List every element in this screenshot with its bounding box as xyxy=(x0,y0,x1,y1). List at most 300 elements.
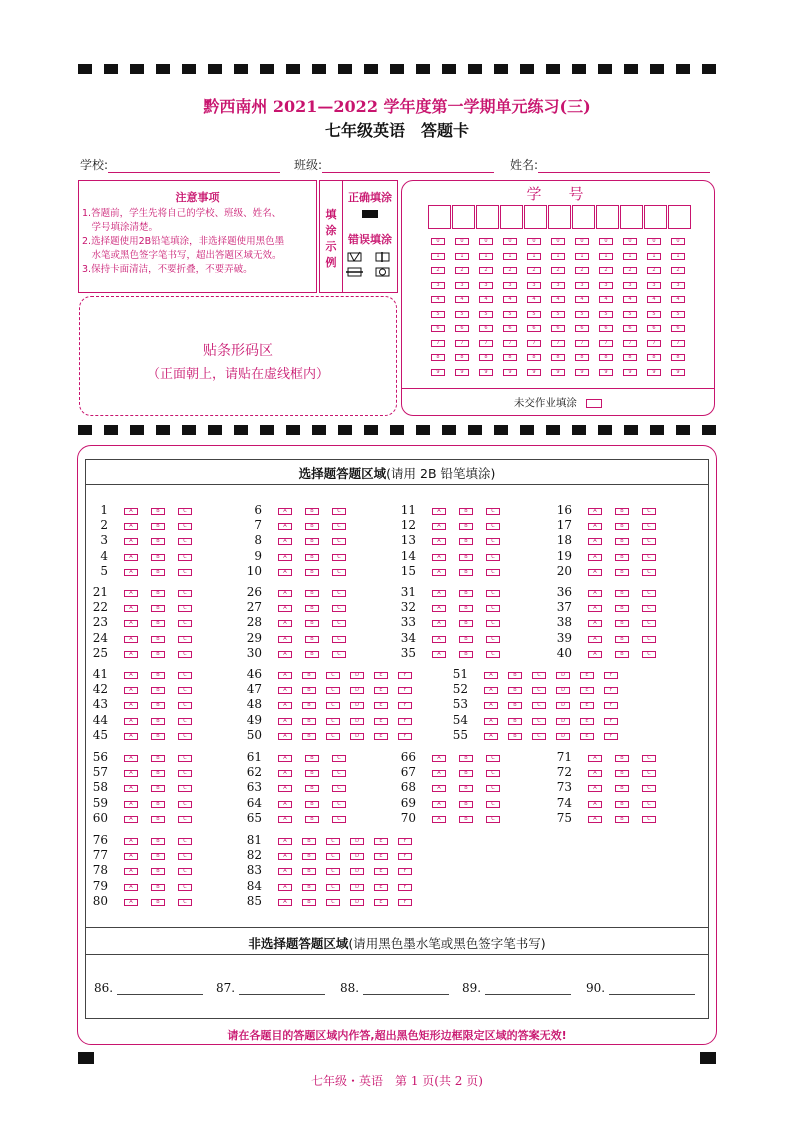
answer-bubble[interactable]: B xyxy=(302,884,316,891)
answer-bubble[interactable]: B xyxy=(459,590,473,597)
answer-bubble[interactable]: B xyxy=(459,770,473,777)
answer-bubble[interactable]: C xyxy=(178,718,192,725)
id-digit-bubble[interactable]: 2 xyxy=(599,267,613,274)
answer-bubble[interactable]: E xyxy=(580,687,594,694)
answer-bubble[interactable]: B xyxy=(459,620,473,627)
answer-bubble[interactable]: A xyxy=(278,687,292,694)
answer-bubble[interactable]: B xyxy=(459,785,473,792)
answer-bubble[interactable]: A xyxy=(124,651,138,658)
id-digit-bubble[interactable]: 2 xyxy=(455,267,469,274)
answer-bubble[interactable]: A xyxy=(124,801,138,808)
id-digit-bubble[interactable]: 3 xyxy=(455,282,469,289)
answer-bubble[interactable]: C xyxy=(178,508,192,515)
answer-bubble[interactable]: B xyxy=(615,785,629,792)
id-digit-bubble[interactable]: 1 xyxy=(527,253,541,260)
id-digit-bubble[interactable]: 6 xyxy=(647,325,661,332)
answer-bubble[interactable]: A xyxy=(278,651,292,658)
answer-bubble[interactable]: A xyxy=(124,853,138,860)
answer-bubble[interactable]: A xyxy=(588,554,602,561)
id-digit-bubble[interactable]: 7 xyxy=(431,340,445,347)
id-digit-bubble[interactable]: 1 xyxy=(479,253,493,260)
answer-bubble[interactable]: A xyxy=(278,636,292,643)
answer-bubble[interactable]: B xyxy=(305,785,319,792)
answer-bubble[interactable]: A xyxy=(278,538,292,545)
answer-bubble[interactable]: A xyxy=(432,770,446,777)
answer-bubble[interactable]: C xyxy=(642,785,656,792)
answer-bubble[interactable]: A xyxy=(278,785,292,792)
id-digit-bubble[interactable]: 5 xyxy=(647,311,661,318)
answer-blank[interactable] xyxy=(117,980,203,995)
answer-bubble[interactable]: A xyxy=(124,523,138,530)
answer-bubble[interactable]: B xyxy=(305,508,319,515)
id-digit-bubble[interactable]: 0 xyxy=(551,238,565,245)
id-digit-bubble[interactable]: 4 xyxy=(431,296,445,303)
answer-bubble[interactable]: F xyxy=(604,718,618,725)
id-digit-bubble[interactable]: 5 xyxy=(575,311,589,318)
answer-bubble[interactable]: C xyxy=(486,508,500,515)
id-digit-bubble[interactable]: 0 xyxy=(431,238,445,245)
answer-bubble[interactable]: A xyxy=(278,605,292,612)
answer-bubble[interactable]: B xyxy=(151,884,165,891)
answer-bubble[interactable]: A xyxy=(484,733,498,740)
answer-bubble[interactable]: D xyxy=(350,884,364,891)
answer-bubble[interactable]: C xyxy=(532,672,546,679)
answer-bubble[interactable]: B xyxy=(151,853,165,860)
id-digit-bubble[interactable]: 4 xyxy=(551,296,565,303)
answer-bubble[interactable]: B xyxy=(151,636,165,643)
answer-bubble[interactable]: C xyxy=(326,884,340,891)
id-digit-box[interactable] xyxy=(428,205,451,229)
id-digit-bubble[interactable]: 4 xyxy=(623,296,637,303)
answer-bubble[interactable]: A xyxy=(124,672,138,679)
answer-bubble[interactable]: A xyxy=(278,801,292,808)
answer-bubble[interactable]: C xyxy=(332,636,346,643)
answer-bubble[interactable]: C xyxy=(326,718,340,725)
answer-bubble[interactable]: C xyxy=(642,569,656,576)
id-digit-bubble[interactable]: 6 xyxy=(575,325,589,332)
id-digit-bubble[interactable]: 3 xyxy=(431,282,445,289)
answer-bubble[interactable]: A xyxy=(124,620,138,627)
answer-bubble[interactable]: A xyxy=(432,636,446,643)
answer-bubble[interactable]: B xyxy=(151,785,165,792)
answer-bubble[interactable]: B xyxy=(305,801,319,808)
id-digit-bubble[interactable]: 4 xyxy=(575,296,589,303)
id-digit-bubble[interactable]: 6 xyxy=(431,325,445,332)
id-digit-bubble[interactable]: 3 xyxy=(623,282,637,289)
answer-bubble[interactable]: A xyxy=(124,636,138,643)
answer-bubble[interactable]: D xyxy=(350,718,364,725)
id-digit-bubble[interactable]: 3 xyxy=(575,282,589,289)
answer-bubble[interactable]: B xyxy=(305,636,319,643)
id-digit-bubble[interactable]: 8 xyxy=(599,354,613,361)
id-digit-bubble[interactable]: 9 xyxy=(431,369,445,376)
answer-bubble[interactable]: F xyxy=(604,687,618,694)
id-digit-bubble[interactable]: 9 xyxy=(671,369,685,376)
unsubmitted-row[interactable] xyxy=(402,395,714,410)
answer-bubble[interactable]: A xyxy=(588,785,602,792)
answer-bubble[interactable]: E xyxy=(580,733,594,740)
answer-bubble[interactable]: A xyxy=(432,801,446,808)
answer-bubble[interactable]: C xyxy=(642,538,656,545)
id-digit-bubble[interactable]: 6 xyxy=(551,325,565,332)
answer-bubble[interactable]: C xyxy=(178,636,192,643)
answer-bubble[interactable]: B xyxy=(459,755,473,762)
answer-bubble[interactable]: C xyxy=(178,770,192,777)
id-digit-bubble[interactable]: 9 xyxy=(455,369,469,376)
answer-bubble[interactable]: A xyxy=(278,816,292,823)
answer-bubble[interactable]: A xyxy=(484,718,498,725)
answer-bubble[interactable]: C xyxy=(486,523,500,530)
answer-bubble[interactable]: F xyxy=(398,702,412,709)
id-digit-bubble[interactable]: 1 xyxy=(647,253,661,260)
answer-bubble[interactable]: C xyxy=(332,755,346,762)
answer-bubble[interactable]: B xyxy=(459,801,473,808)
answer-line-item[interactable] xyxy=(94,980,203,995)
answer-bubble[interactable]: D xyxy=(350,702,364,709)
answer-line-item[interactable] xyxy=(586,980,695,995)
answer-bubble[interactable]: D xyxy=(556,718,570,725)
answer-bubble[interactable]: C xyxy=(642,801,656,808)
id-digit-bubble[interactable]: 5 xyxy=(479,311,493,318)
answer-bubble[interactable]: B xyxy=(305,620,319,627)
unsubmitted-bubble[interactable] xyxy=(586,399,602,408)
answer-bubble[interactable]: C xyxy=(486,636,500,643)
id-digit-bubble[interactable]: 2 xyxy=(647,267,661,274)
answer-bubble[interactable]: A xyxy=(278,702,292,709)
answer-bubble[interactable]: B xyxy=(615,508,629,515)
answer-line-item[interactable] xyxy=(462,980,571,995)
answer-bubble[interactable]: C xyxy=(178,785,192,792)
answer-bubble[interactable]: A xyxy=(278,868,292,875)
answer-bubble[interactable]: B xyxy=(151,702,165,709)
answer-bubble[interactable]: A xyxy=(124,554,138,561)
id-digit-box[interactable] xyxy=(644,205,667,229)
answer-bubble[interactable]: B xyxy=(615,538,629,545)
answer-bubble[interactable]: B xyxy=(508,687,522,694)
id-digit-bubble[interactable]: 2 xyxy=(503,267,517,274)
answer-bubble[interactable]: C xyxy=(332,620,346,627)
id-digit-bubble[interactable]: 9 xyxy=(647,369,661,376)
class-field[interactable] xyxy=(294,156,494,173)
answer-bubble[interactable]: C xyxy=(642,770,656,777)
answer-bubble[interactable]: F xyxy=(604,733,618,740)
answer-bubble[interactable]: D xyxy=(350,733,364,740)
answer-bubble[interactable]: B xyxy=(302,702,316,709)
answer-bubble[interactable]: D xyxy=(556,733,570,740)
answer-bubble[interactable]: C xyxy=(332,590,346,597)
id-digit-bubble[interactable]: 3 xyxy=(671,282,685,289)
answer-bubble[interactable]: C xyxy=(178,554,192,561)
answer-bubble[interactable]: C xyxy=(332,785,346,792)
answer-bubble[interactable]: B xyxy=(151,718,165,725)
answer-bubble[interactable]: D xyxy=(350,687,364,694)
answer-bubble[interactable]: B xyxy=(151,816,165,823)
answer-bubble[interactable]: B xyxy=(459,605,473,612)
answer-bubble[interactable]: E xyxy=(374,853,388,860)
id-digit-bubble[interactable]: 5 xyxy=(671,311,685,318)
answer-bubble[interactable]: B xyxy=(508,702,522,709)
answer-bubble[interactable]: C xyxy=(486,816,500,823)
answer-bubble[interactable]: C xyxy=(642,590,656,597)
id-digit-box[interactable] xyxy=(476,205,499,229)
id-digit-bubble[interactable]: 9 xyxy=(575,369,589,376)
answer-bubble[interactable]: B xyxy=(305,554,319,561)
answer-bubble[interactable]: B xyxy=(151,801,165,808)
answer-bubble[interactable]: C xyxy=(178,702,192,709)
id-digit-bubble[interactable]: 6 xyxy=(479,325,493,332)
answer-bubble[interactable]: B xyxy=(615,636,629,643)
answer-bubble[interactable]: B xyxy=(302,899,316,906)
id-digit-bubble[interactable]: 0 xyxy=(479,238,493,245)
id-digit-box[interactable] xyxy=(596,205,619,229)
answer-bubble[interactable]: B xyxy=(459,636,473,643)
id-digit-bubble[interactable]: 0 xyxy=(527,238,541,245)
answer-bubble[interactable]: E xyxy=(374,718,388,725)
answer-bubble[interactable]: C xyxy=(178,838,192,845)
answer-line-item[interactable] xyxy=(216,980,325,995)
answer-bubble[interactable]: B xyxy=(151,590,165,597)
answer-bubble[interactable]: C xyxy=(178,523,192,530)
answer-bubble[interactable]: C xyxy=(332,605,346,612)
answer-bubble[interactable]: C xyxy=(178,605,192,612)
answer-bubble[interactable]: B xyxy=(508,672,522,679)
id-digit-bubble[interactable]: 7 xyxy=(599,340,613,347)
answer-bubble[interactable]: A xyxy=(588,590,602,597)
answer-bubble[interactable]: A xyxy=(432,538,446,545)
answer-bubble[interactable]: A xyxy=(278,672,292,679)
answer-bubble[interactable]: B xyxy=(151,651,165,658)
answer-bubble[interactable]: A xyxy=(124,770,138,777)
answer-bubble[interactable]: B xyxy=(615,651,629,658)
answer-bubble[interactable]: C xyxy=(486,569,500,576)
answer-bubble[interactable]: A xyxy=(124,868,138,875)
answer-bubble[interactable]: E xyxy=(374,838,388,845)
id-digit-bubble[interactable]: 2 xyxy=(527,267,541,274)
answer-bubble[interactable]: C xyxy=(332,523,346,530)
id-digit-bubble[interactable]: 4 xyxy=(479,296,493,303)
id-digit-bubble[interactable]: 8 xyxy=(623,354,637,361)
answer-bubble[interactable]: B xyxy=(302,868,316,875)
answer-bubble[interactable]: D xyxy=(556,672,570,679)
answer-bubble[interactable]: C xyxy=(326,899,340,906)
id-digit-bubble[interactable]: 9 xyxy=(599,369,613,376)
id-digit-bubble[interactable]: 7 xyxy=(551,340,565,347)
answer-bubble[interactable]: E xyxy=(374,884,388,891)
answer-bubble[interactable]: C xyxy=(486,538,500,545)
answer-bubble[interactable]: B xyxy=(459,523,473,530)
answer-bubble[interactable]: A xyxy=(124,590,138,597)
answer-bubble[interactable]: C xyxy=(332,816,346,823)
answer-bubble[interactable]: B xyxy=(302,672,316,679)
answer-bubble[interactable]: B xyxy=(151,538,165,545)
answer-bubble[interactable]: C xyxy=(178,755,192,762)
answer-bubble[interactable]: A xyxy=(588,538,602,545)
answer-blank[interactable] xyxy=(609,980,695,995)
answer-bubble[interactable]: F xyxy=(604,672,618,679)
id-digit-bubble[interactable]: 5 xyxy=(503,311,517,318)
answer-bubble[interactable]: B xyxy=(615,770,629,777)
answer-bubble[interactable]: C xyxy=(486,590,500,597)
answer-bubble[interactable]: C xyxy=(486,651,500,658)
id-digit-bubble[interactable]: 0 xyxy=(647,238,661,245)
answer-bubble[interactable]: E xyxy=(580,672,594,679)
answer-bubble[interactable]: A xyxy=(124,755,138,762)
answer-bubble[interactable]: A xyxy=(278,569,292,576)
answer-bubble[interactable]: A xyxy=(432,523,446,530)
answer-bubble[interactable]: B xyxy=(459,538,473,545)
answer-bubble[interactable]: E xyxy=(374,868,388,875)
id-digit-bubble[interactable]: 4 xyxy=(503,296,517,303)
answer-bubble[interactable]: A xyxy=(588,605,602,612)
answer-bubble[interactable]: A xyxy=(124,733,138,740)
id-digit-box[interactable] xyxy=(524,205,547,229)
answer-bubble[interactable]: F xyxy=(398,733,412,740)
id-digit-bubble[interactable]: 3 xyxy=(527,282,541,289)
answer-bubble[interactable]: C xyxy=(332,554,346,561)
answer-bubble[interactable]: B xyxy=(615,569,629,576)
answer-bubble[interactable]: B xyxy=(151,508,165,515)
answer-bubble[interactable]: A xyxy=(588,770,602,777)
id-digit-box[interactable] xyxy=(452,205,475,229)
id-digit-bubble[interactable]: 5 xyxy=(431,311,445,318)
answer-bubble[interactable]: A xyxy=(124,816,138,823)
answer-bubble[interactable]: C xyxy=(178,569,192,576)
answer-bubble[interactable]: C xyxy=(326,702,340,709)
id-digit-bubble[interactable]: 1 xyxy=(623,253,637,260)
answer-bubble[interactable]: C xyxy=(642,636,656,643)
id-digit-bubble[interactable]: 7 xyxy=(527,340,541,347)
answer-bubble[interactable]: B xyxy=(615,755,629,762)
id-digit-bubble[interactable]: 3 xyxy=(551,282,565,289)
answer-bubble[interactable]: B xyxy=(302,687,316,694)
answer-bubble[interactable]: C xyxy=(532,687,546,694)
answer-bubble[interactable]: C xyxy=(642,554,656,561)
answer-bubble[interactable]: A xyxy=(432,508,446,515)
id-digit-bubble[interactable]: 7 xyxy=(647,340,661,347)
answer-bubble[interactable]: B xyxy=(305,590,319,597)
answer-bubble[interactable]: B xyxy=(459,569,473,576)
answer-bubble[interactable]: B xyxy=(305,538,319,545)
answer-bubble[interactable]: A xyxy=(432,554,446,561)
answer-bubble[interactable]: F xyxy=(398,718,412,725)
answer-bubble[interactable]: C xyxy=(486,770,500,777)
answer-bubble[interactable]: C xyxy=(178,651,192,658)
answer-bubble[interactable]: C xyxy=(642,755,656,762)
answer-bubble[interactable]: C xyxy=(532,733,546,740)
answer-bubble[interactable]: B xyxy=(151,899,165,906)
id-digit-bubble[interactable]: 0 xyxy=(503,238,517,245)
id-digit-bubble[interactable]: 2 xyxy=(671,267,685,274)
answer-bubble[interactable]: A xyxy=(278,838,292,845)
answer-bubble[interactable]: E xyxy=(374,733,388,740)
answer-bubble[interactable]: A xyxy=(124,538,138,545)
answer-bubble[interactable]: C xyxy=(642,816,656,823)
answer-bubble[interactable]: A xyxy=(124,569,138,576)
answer-bubble[interactable]: B xyxy=(151,733,165,740)
answer-bubble[interactable]: A xyxy=(124,838,138,845)
answer-blank[interactable] xyxy=(485,980,571,995)
answer-bubble[interactable]: D xyxy=(350,672,364,679)
answer-bubble[interactable]: C xyxy=(642,605,656,612)
answer-bubble[interactable]: A xyxy=(124,702,138,709)
answer-bubble[interactable]: A xyxy=(484,687,498,694)
id-digit-bubble[interactable]: 9 xyxy=(479,369,493,376)
id-digit-box[interactable] xyxy=(668,205,691,229)
answer-bubble[interactable]: A xyxy=(278,733,292,740)
answer-bubble[interactable]: B xyxy=(302,853,316,860)
answer-bubble[interactable]: B xyxy=(151,672,165,679)
answer-bubble[interactable]: C xyxy=(332,770,346,777)
id-digit-bubble[interactable]: 7 xyxy=(503,340,517,347)
answer-bubble[interactable]: A xyxy=(484,702,498,709)
name-field[interactable] xyxy=(510,156,710,173)
answer-bubble[interactable]: D xyxy=(556,687,570,694)
id-digit-bubble[interactable]: 2 xyxy=(551,267,565,274)
answer-bubble[interactable]: B xyxy=(305,569,319,576)
id-digit-bubble[interactable]: 3 xyxy=(599,282,613,289)
answer-bubble[interactable]: C xyxy=(642,620,656,627)
answer-line-item[interactable] xyxy=(340,980,449,995)
answer-blank[interactable] xyxy=(239,980,325,995)
id-digit-bubble[interactable]: 9 xyxy=(503,369,517,376)
answer-bubble[interactable]: A xyxy=(588,755,602,762)
answer-bubble[interactable]: A xyxy=(278,853,292,860)
answer-bubble[interactable]: C xyxy=(178,672,192,679)
id-digit-bubble[interactable]: 6 xyxy=(455,325,469,332)
answer-bubble[interactable]: A xyxy=(124,899,138,906)
answer-bubble[interactable]: C xyxy=(332,801,346,808)
answer-bubble[interactable]: B xyxy=(508,733,522,740)
answer-bubble[interactable]: C xyxy=(332,508,346,515)
answer-bubble[interactable]: F xyxy=(604,702,618,709)
answer-bubble[interactable]: A xyxy=(432,816,446,823)
answer-bubble[interactable]: B xyxy=(615,554,629,561)
id-digit-bubble[interactable]: 8 xyxy=(503,354,517,361)
id-digit-bubble[interactable]: 1 xyxy=(551,253,565,260)
id-digit-bubble[interactable]: 6 xyxy=(503,325,517,332)
answer-bubble[interactable]: A xyxy=(278,590,292,597)
answer-bubble[interactable]: C xyxy=(486,605,500,612)
id-digit-box[interactable] xyxy=(548,205,571,229)
answer-blank[interactable] xyxy=(363,980,449,995)
answer-bubble[interactable]: B xyxy=(151,755,165,762)
answer-bubble[interactable]: B xyxy=(305,605,319,612)
answer-bubble[interactable]: B xyxy=(305,816,319,823)
id-digit-bubble[interactable]: 4 xyxy=(455,296,469,303)
answer-bubble[interactable]: B xyxy=(459,554,473,561)
answer-bubble[interactable]: A xyxy=(432,785,446,792)
id-digit-bubble[interactable]: 8 xyxy=(575,354,589,361)
id-digit-bubble[interactable]: 4 xyxy=(527,296,541,303)
answer-bubble[interactable]: A xyxy=(124,687,138,694)
answer-bubble[interactable]: D xyxy=(350,868,364,875)
id-digit-bubble[interactable]: 9 xyxy=(527,369,541,376)
id-digit-bubble[interactable]: 5 xyxy=(599,311,613,318)
id-digit-bubble[interactable]: 9 xyxy=(623,369,637,376)
id-digit-bubble[interactable]: 3 xyxy=(479,282,493,289)
answer-bubble[interactable]: B xyxy=(615,590,629,597)
answer-bubble[interactable]: A xyxy=(278,899,292,906)
answer-bubble[interactable]: F xyxy=(398,672,412,679)
answer-bubble[interactable]: F xyxy=(398,687,412,694)
answer-bubble[interactable]: A xyxy=(278,523,292,530)
answer-bubble[interactable]: A xyxy=(278,770,292,777)
answer-bubble[interactable]: A xyxy=(124,718,138,725)
answer-bubble[interactable]: A xyxy=(278,554,292,561)
answer-bubble[interactable]: C xyxy=(178,816,192,823)
answer-bubble[interactable]: A xyxy=(588,508,602,515)
answer-bubble[interactable]: C xyxy=(178,687,192,694)
